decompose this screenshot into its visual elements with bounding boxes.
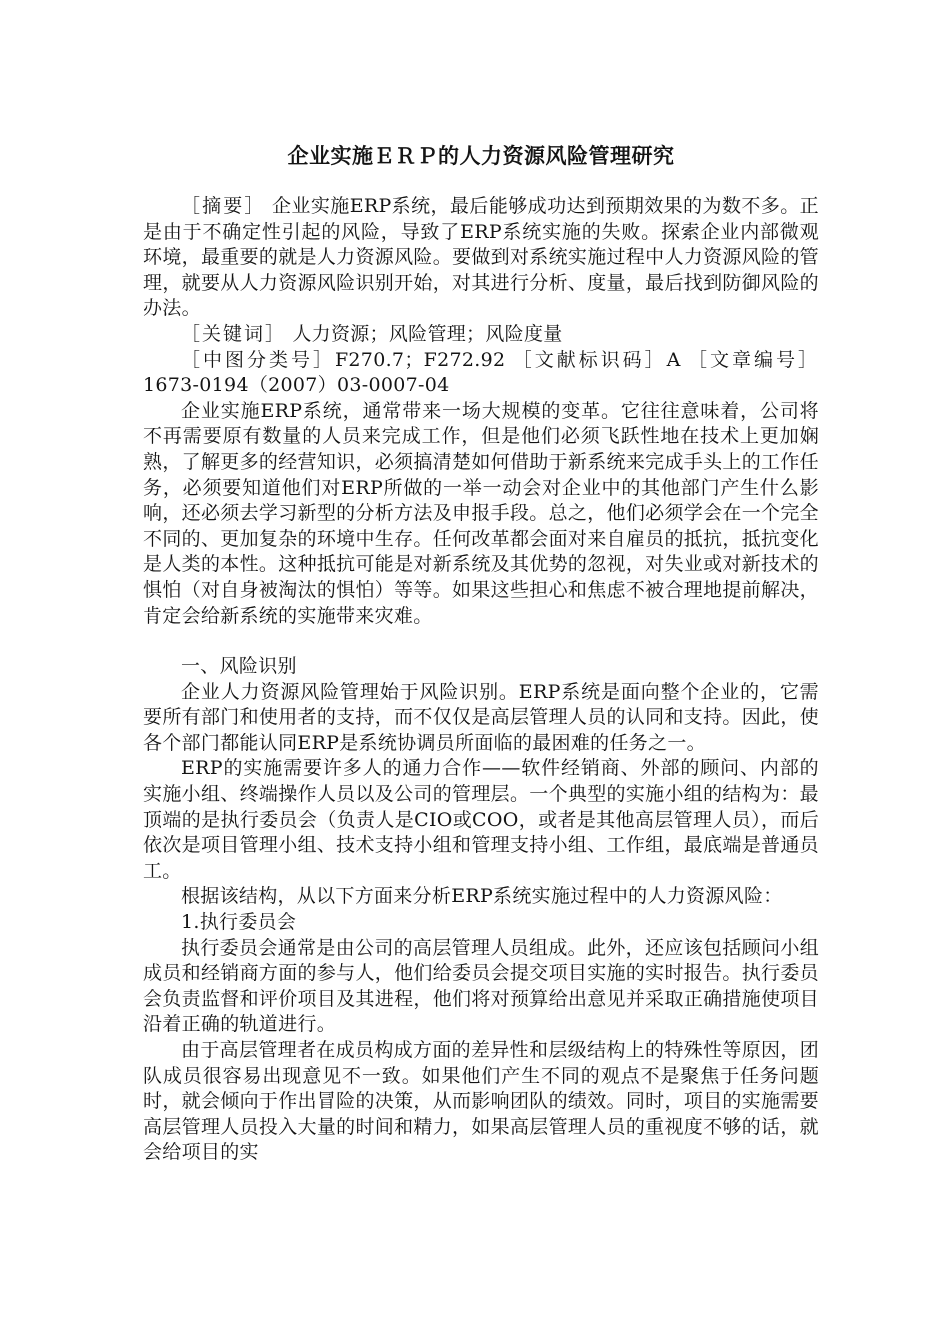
abstract-paragraph xyxy=(143,194,819,322)
document-page xyxy=(143,140,819,1166)
doc-code-value: A xyxy=(666,348,681,371)
classification-paragraph xyxy=(143,348,819,399)
body-paragraph: 由于高层管理者在成员构成方面的差异性和层级结构上的特殊性等原因，团队成员很容易出现意见不一致。如果他们产生不同的观点不是聚焦于任务问题时，就会倾向于作出冒险的决策，从而影响团队的绩效。同时，项目的实施需要高层管理人员投入大量的时间和精力，如果高层管理人员的重视度不够的话，就会给项目的实 xyxy=(143,1039,819,1164)
abstract-label: ［摘要］ xyxy=(181,195,266,217)
section-heading-risk-identification: 一、风险识别 xyxy=(181,655,297,678)
intro-paragraph: 企业实施ERP系统，通常带来一场大规模的变革。它往往意味着，公司将不再需要原有数量的人员来完成工作，但是他们必须飞跃性地在技术上更加娴熟，了解更多的经营知识，必须搞清楚如何借助于新系统来完成手头上的工作任务，必须要知道他们对ERP所做的一举一动会对企业中的其他部门产生什么影响，还必须去学习新型的分析方法及申报手段。总之，他们必须学会在一个完全不同的、更加复杂的环境中生存。任何改革都会面对来自雇员的抵抗，抵抗变化是人类的本性。这种抵抗可能是对新系统及其优势的忽视，对失业或对新技术的惧怕（对自身被淘汰的惧怕）等等。如果这些担心和焦虑不被合理地提前解决，肯定会给新系统的实施带来灾难。 xyxy=(143,399,819,627)
subsection-heading-executive-committee: 1.执行委员会 xyxy=(181,911,297,934)
doc-code-label: ［文献标识码］ xyxy=(512,348,667,371)
keywords-text: 人力资源；风险管理；风险度量 xyxy=(292,322,563,345)
body-paragraph: ERP的实施需要许多人的通力合作——软件经销商、外部的顾问、内部的实施小组、终端操作人员以及公司的管理层。一个典型的实施小组的结构为：最顶端的是执行委员会（负责人是CIO或COO，或者是其他高层管理人员），而后依次是项目管理小组、技术支持小组和管理支持小组、工作组，最底端是普通员工。 xyxy=(143,757,819,882)
abstract-text: 企业实施ERP系统，最后能够成功达到预期效果的为数不多。正是由于不确定性引起的风险，导致了ERP系统实施的失败。探索企业内部微观环境，最重要的就是人力资源风险。要做到对系统实施过程中人力资源风险的管理，就要从人力资源风险识别开始，对其进行分析、度量，最后找到防御风险的办法。 xyxy=(143,195,819,320)
keywords-label: ［关键词］ xyxy=(181,322,287,345)
body-paragraph: 根据该结构，从以下方面来分析ERP系统实施过程中的人力资源风险： xyxy=(181,885,783,908)
article-no-value: 1673-0194（2007）03-0007-04 xyxy=(143,374,450,397)
body-paragraph: 执行委员会通常是由公司的高层管理人员组成。此外，还应该包括顾问小组成员和经销商方面的参与人，他们给委员会提交项目实施的实时报告。执行委员会负责监督和评价项目及其进程，他们将对预算给出意见并采取正确措施使项目沿着正确的轨道进行。 xyxy=(143,936,819,1036)
keywords-paragraph xyxy=(143,322,819,348)
paper-title: 企业实施ＥＲＰ的人力资源风险管理研究 xyxy=(287,143,675,168)
article-no-label: ［文章编号］ xyxy=(688,348,819,371)
body-paragraph: 企业人力资源风险管理始于风险识别。ERP系统是面向整个企业的，它需要所有部门和使用者的支持，而不仅仅是高层管理人员的认同和支持。因此，使各个部门都能认同ERP是系统协调员所面临的最困难的任务之一。 xyxy=(143,680,819,754)
classification-label: ［中图分类号］ xyxy=(181,348,335,371)
classification-value: F270.7；F272.92 xyxy=(334,348,506,371)
